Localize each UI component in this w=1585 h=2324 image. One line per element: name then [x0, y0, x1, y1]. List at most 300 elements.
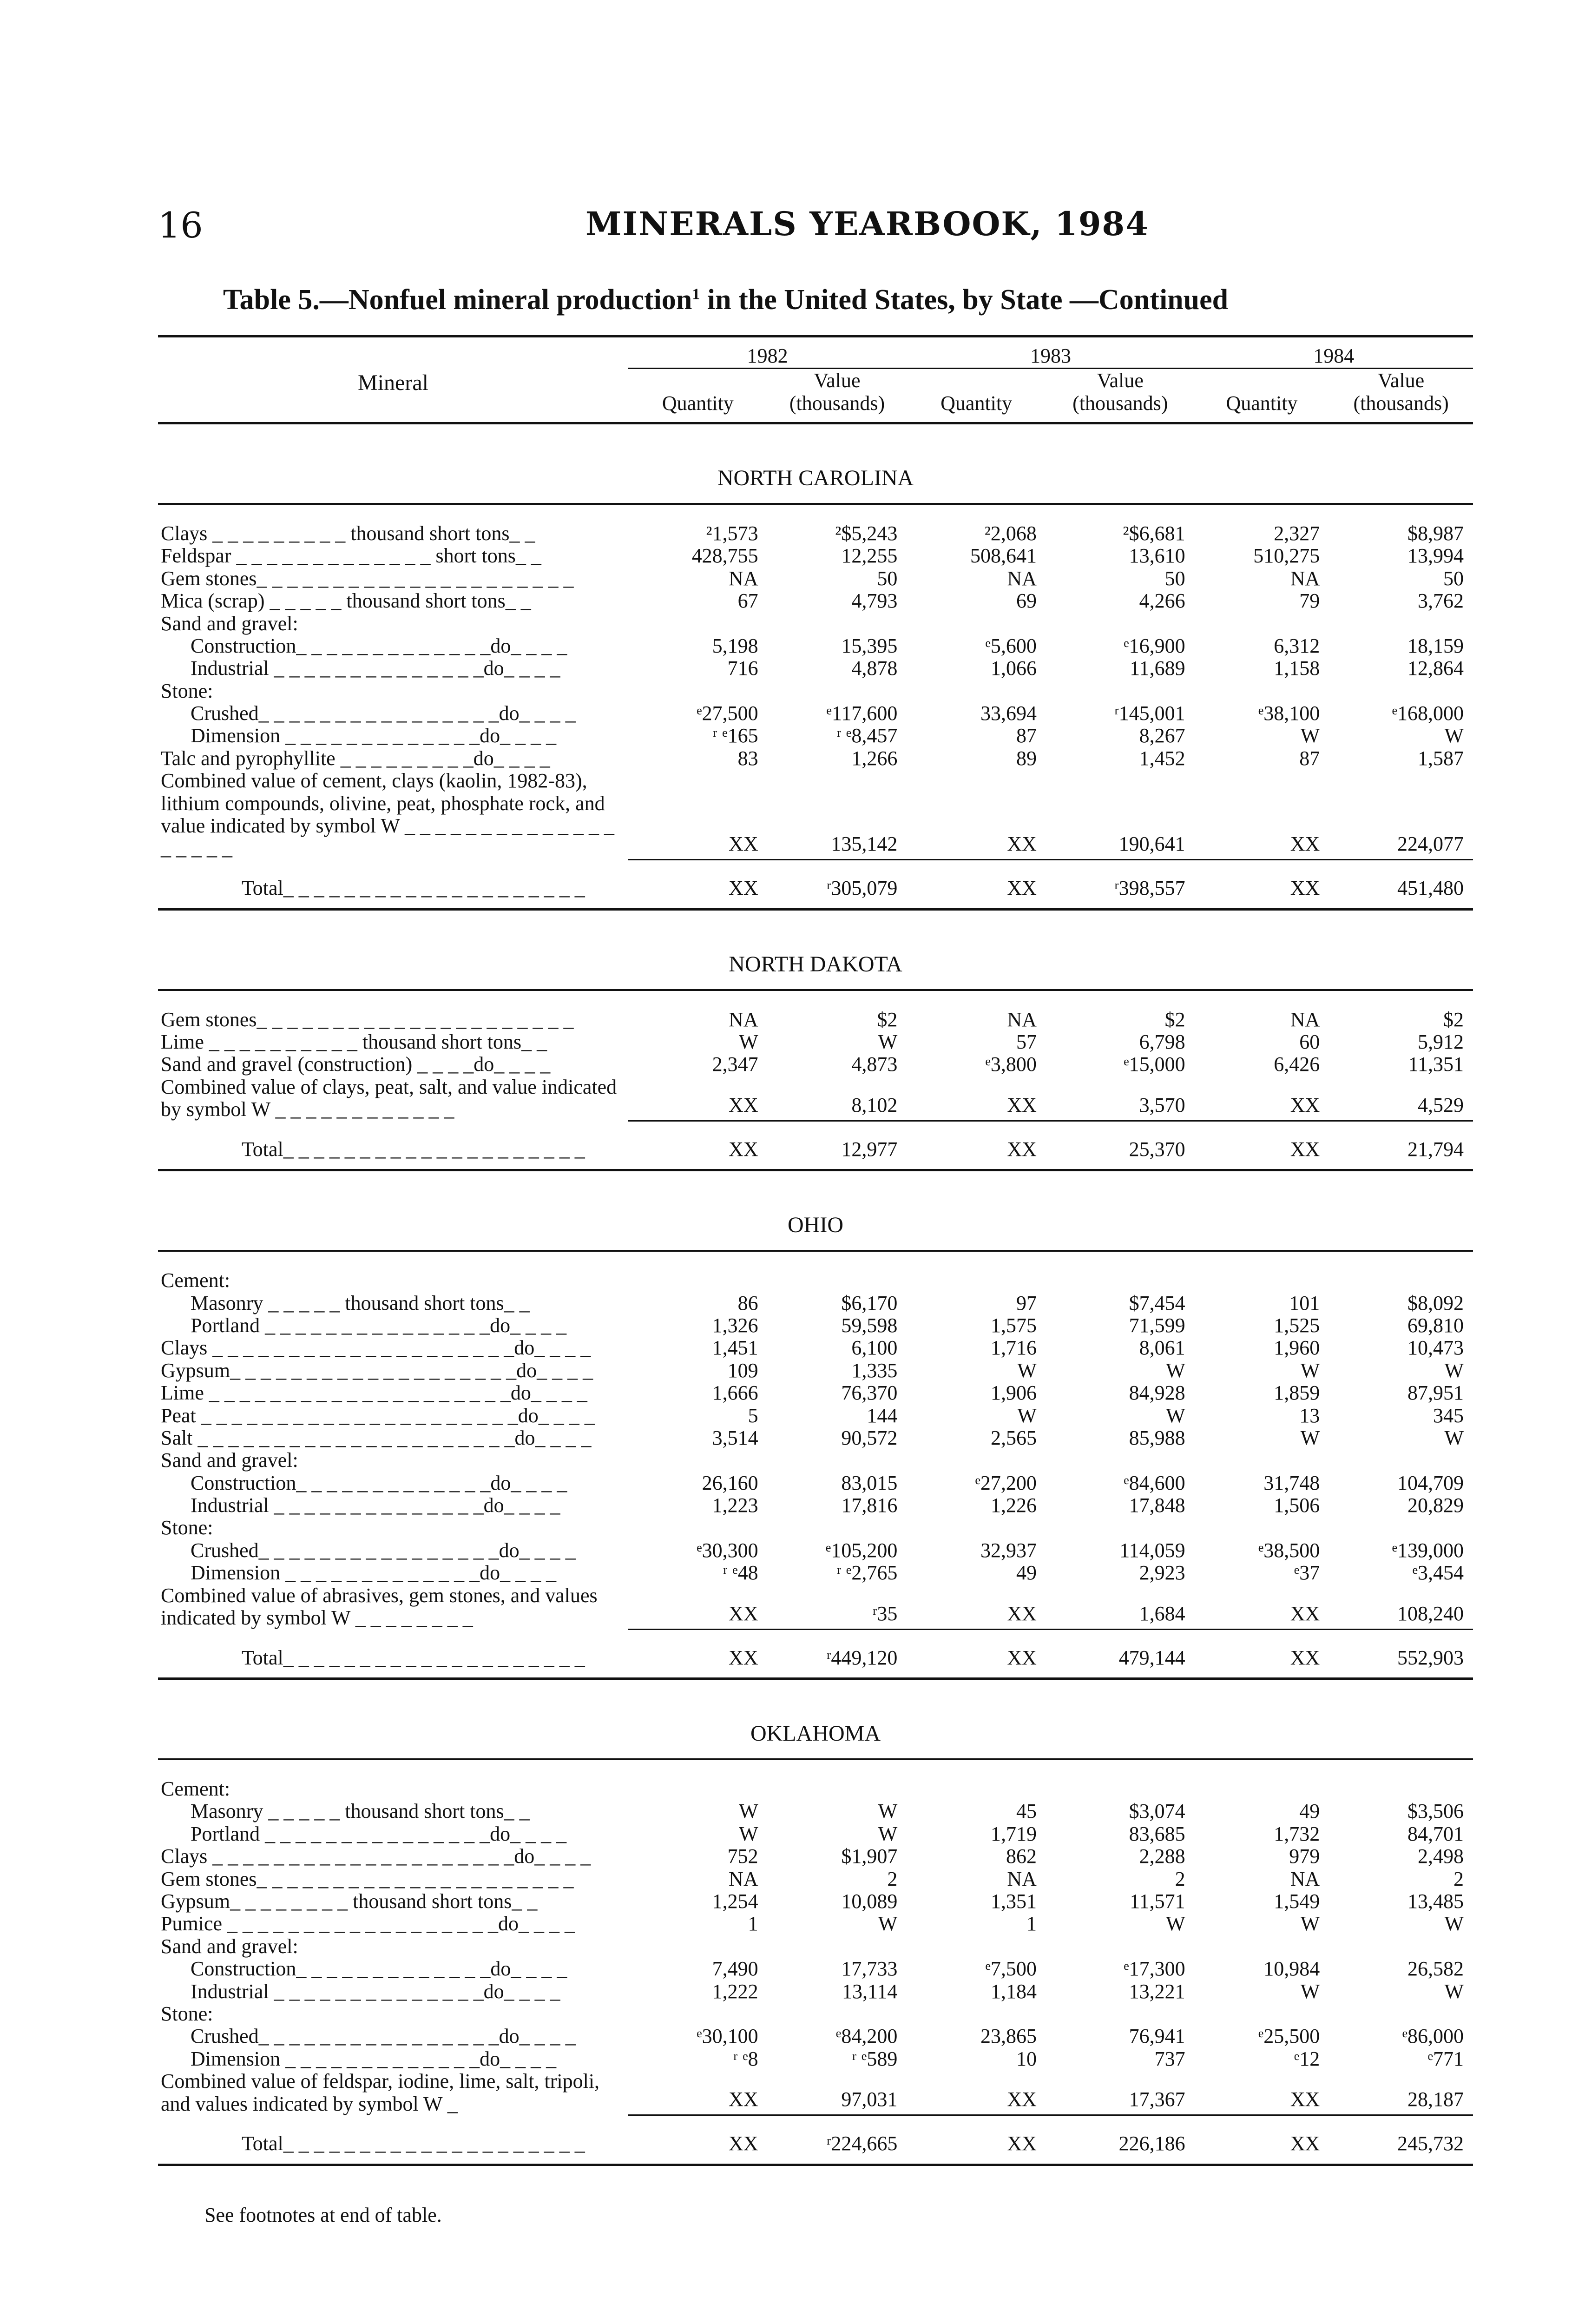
state-heading-row: [158, 1170, 1473, 1251]
quantity-cell: ᵉ7,500: [985, 1957, 1037, 1981]
row-label-text: Peat _ _ _ _ _ _ _ _ _ _ _ _ _ _ _ _ _ _ _ _ _do_ _ _ _: [161, 1404, 595, 1427]
header-value-label: Value: [1097, 369, 1144, 392]
total-value-cell: 12,977: [768, 1121, 907, 1170]
header-value-label: Value: [814, 369, 861, 392]
table-row: [158, 613, 1473, 635]
total-label: Total_ _ _ _ _ _ _ _ _ _ _ _ _ _ _ _ _ _ _ _: [158, 860, 628, 909]
quantity-cell: 1,575: [990, 1314, 1037, 1337]
value-cell: [768, 2003, 907, 2025]
row-label: [158, 1868, 628, 1890]
value-cell: 87,951: [1407, 1381, 1464, 1405]
value-cell: [768, 1935, 907, 1958]
header-quantity: Quantity: [1195, 369, 1329, 423]
quantity-cell: XX: [628, 1076, 768, 1121]
value-cell: 17,367: [1046, 2070, 1195, 2115]
quantity-cell: NA: [1290, 1867, 1320, 1890]
quantity-cell: 1,326: [712, 1314, 758, 1337]
table-row: [158, 747, 1473, 770]
quantity-cell: [907, 1251, 1046, 1292]
row-label: [158, 1449, 628, 1472]
row-label-text: Mica (scrap) _ _ _ _ _ thousand short tons_ _: [161, 589, 531, 613]
quantity-cell: 1,525: [1274, 1314, 1320, 1337]
quantity-cell: 45: [1016, 1800, 1037, 1823]
value-cell: 15,395: [841, 634, 898, 657]
row-label-text: Sand and gravel:: [161, 1934, 298, 1958]
value-cell: ʳ145,001: [1114, 702, 1185, 725]
quantity-cell: ᵉ30,300: [697, 1538, 758, 1562]
quantity-cell: [907, 1935, 1046, 1958]
quantity-cell: 23,865: [980, 2025, 1037, 2048]
quantity-cell: 26,160: [702, 1471, 758, 1494]
value-cell: $7,454: [1129, 1291, 1185, 1314]
table-title-rest: in the United States, by State —Continued: [700, 284, 1229, 316]
row-label: [158, 1800, 628, 1822]
value-cell: 11,689: [1130, 657, 1185, 680]
table-row: [158, 770, 1473, 860]
quantity-cell: 89: [1016, 746, 1037, 770]
table-row: [158, 635, 1473, 657]
row-label: [158, 1360, 628, 1382]
total-quantity-cell: XX: [1195, 2115, 1329, 2165]
value-cell: 1,587: [1418, 746, 1464, 770]
quantity-cell: 32,937: [980, 1538, 1037, 1562]
table-row: [158, 1759, 1473, 1800]
row-label: [158, 1053, 628, 1076]
quantity-cell: ʳ ᵉ8: [733, 2047, 758, 2070]
value-cell: ᵉ84,600: [1124, 1471, 1185, 1494]
row-label-text: Sand and gravel:: [161, 1449, 298, 1472]
value-cell: 108,240: [1329, 1585, 1473, 1630]
row-label-text: Gypsum_ _ _ _ _ _ _ _ _ _ _ _ _ _ _ _ _ _ _do_ _ _ _: [161, 1359, 593, 1382]
quantity-cell: 1,719: [990, 1822, 1037, 1845]
value-cell: [1046, 1517, 1195, 1539]
value-cell: 50: [1164, 567, 1185, 590]
quantity-cell: 2,565: [990, 1426, 1037, 1449]
value-cell: 18,159: [1407, 634, 1464, 657]
quantity-cell: ²2,068: [984, 522, 1037, 545]
value-cell: $8,092: [1407, 1291, 1464, 1314]
total-value-cell: 479,144: [1046, 1629, 1195, 1678]
row-label: [158, 504, 628, 545]
row-label: [158, 1314, 628, 1337]
row-label: [158, 2048, 628, 2070]
production-table: [158, 335, 1473, 2166]
value-cell: 76,370: [841, 1381, 898, 1405]
quantity-cell: 2,327: [1274, 522, 1320, 545]
value-cell: 10,089: [841, 1890, 898, 1913]
quantity-cell: ᵉ38,500: [1258, 1538, 1320, 1562]
table-row: [158, 2025, 1473, 2047]
table-row: [158, 590, 1473, 612]
row-label-text: Industrial _ _ _ _ _ _ _ _ _ _ _ _ _ _do_ _ _ _: [191, 1980, 560, 2003]
value-cell: 59,598: [841, 1314, 898, 1337]
value-cell: 20,829: [1407, 1494, 1464, 1517]
value-cell: 13,485: [1407, 1890, 1464, 1913]
row-label: [158, 1472, 628, 1494]
table-body: [158, 423, 1473, 2165]
value-cell: $2: [877, 1008, 898, 1031]
value-cell: 2,923: [1139, 1561, 1185, 1585]
quantity-cell: XX: [1195, 2070, 1329, 2115]
header-value: [1046, 369, 1195, 423]
value-cell: [768, 680, 907, 702]
quantity-cell: 101: [1289, 1291, 1320, 1314]
quantity-cell: 979: [1289, 1845, 1320, 1868]
row-label-text: Gem stones_ _ _ _ _ _ _ _ _ _ _ _ _ _ _ _ _ _ _ _ _: [161, 1867, 574, 1890]
value-cell: 11,351: [1408, 1053, 1464, 1076]
value-cell: ²$5,243: [835, 522, 898, 545]
quantity-cell: 5,198: [712, 634, 758, 657]
row-label: [158, 568, 628, 590]
value-cell: $6,170: [841, 1291, 898, 1314]
quantity-cell: W: [1300, 1912, 1320, 1935]
quantity-cell: W: [1300, 1426, 1320, 1449]
quantity-cell: [628, 680, 768, 702]
value-cell: W: [1444, 1426, 1464, 1449]
value-cell: ᵉ15,000: [1124, 1053, 1185, 1076]
table-row: [158, 1337, 1473, 1359]
table-row: [158, 568, 1473, 590]
quantity-cell: [1195, 1517, 1329, 1539]
quantity-cell: ᵉ30,100: [697, 2025, 758, 2048]
table-row: [158, 1868, 1473, 1890]
table-row: [158, 1053, 1473, 1076]
quantity-cell: [628, 1449, 768, 1472]
value-cell: ᵉ168,000: [1392, 702, 1464, 725]
table-row: [158, 1031, 1473, 1053]
value-cell: 12,864: [1407, 657, 1464, 680]
quantity-cell: 1,906: [990, 1381, 1037, 1405]
quantity-cell: [907, 2003, 1046, 2025]
value-cell: $2: [1164, 1008, 1185, 1031]
quantity-cell: ᵉ25,500: [1258, 2025, 1320, 2048]
table-row: [158, 1472, 1473, 1494]
row-label-text: Cement:: [161, 1269, 230, 1292]
row-label-text: Crushed_ _ _ _ _ _ _ _ _ _ _ _ _ _ _ _do_ _ _ _: [191, 2025, 576, 2048]
total-label: Total_ _ _ _ _ _ _ _ _ _ _ _ _ _ _ _ _ _ _ _: [158, 1629, 628, 1678]
value-cell: $8,987: [1407, 522, 1464, 545]
quantity-cell: 1,859: [1274, 1381, 1320, 1405]
value-cell: 8,061: [1139, 1336, 1185, 1360]
quantity-cell: NA: [729, 567, 758, 590]
row-label-text: Stone:: [161, 1516, 213, 1539]
total-quantity-cell: XX: [907, 1121, 1046, 1170]
table-row: [158, 2048, 1473, 2070]
quantity-cell: 10,984: [1263, 1957, 1320, 1981]
row-label: [158, 1517, 628, 1539]
table-row: [158, 1562, 1473, 1584]
quantity-cell: 752: [727, 1845, 758, 1868]
quantity-cell: 1: [748, 1912, 758, 1935]
value-cell: 2: [1453, 1867, 1464, 1890]
value-cell: ᵉ3,454: [1412, 1561, 1464, 1585]
quantity-cell: 716: [727, 657, 758, 680]
value-cell: 104,709: [1397, 1471, 1464, 1494]
quantity-cell: 33,694: [980, 702, 1037, 725]
value-cell: 6,100: [851, 1336, 898, 1360]
value-cell: 1,452: [1139, 746, 1185, 770]
header-quantity: Quantity: [628, 369, 768, 423]
value-cell: 71,599: [1129, 1314, 1185, 1337]
header-value: [768, 369, 907, 423]
total-row: [158, 2115, 1473, 2165]
header-value-unit: (thousands): [1072, 391, 1168, 415]
row-label-text: Construction_ _ _ _ _ _ _ _ _ _ _ _ _do_ _ _ _: [191, 1471, 567, 1494]
page-number: 16: [158, 205, 203, 246]
quantity-cell: XX: [907, 2070, 1046, 2115]
total-quantity-cell: XX: [628, 1121, 768, 1170]
total-quantity-cell: XX: [1195, 860, 1329, 909]
row-label-text: Pumice _ _ _ _ _ _ _ _ _ _ _ _ _ _ _ _ _ _do_ _ _ _: [161, 1912, 575, 1935]
row-label: [158, 770, 628, 860]
quantity-cell: 13: [1299, 1404, 1320, 1427]
value-cell: W: [1166, 1912, 1185, 1935]
value-cell: W: [1444, 1980, 1464, 2003]
value-cell: [768, 1449, 907, 1472]
value-cell: 4,793: [851, 589, 898, 613]
quantity-cell: W: [739, 1822, 758, 1845]
value-cell: 83,015: [841, 1471, 898, 1494]
quantity-cell: ʳ ᵉ165: [712, 724, 758, 747]
row-label: [158, 1958, 628, 1980]
total-quantity-cell: XX: [1195, 1121, 1329, 1170]
value-cell: 26,582: [1407, 1957, 1464, 1981]
value-cell: 4,873: [851, 1053, 898, 1076]
quantity-cell: XX: [1195, 1076, 1329, 1121]
value-cell: ᵉ16,900: [1124, 634, 1185, 657]
value-cell: ʳ35: [768, 1585, 907, 1630]
quantity-cell: ᵉ27,200: [975, 1471, 1037, 1494]
value-cell: 224,077: [1329, 770, 1473, 860]
table-row: [158, 1076, 1473, 1121]
quantity-cell: W: [1017, 1404, 1037, 1427]
total-quantity-cell: XX: [1195, 1629, 1329, 1678]
value-cell: 97,031: [768, 2070, 907, 2115]
quantity-cell: [907, 1759, 1046, 1800]
row-label-text: Construction_ _ _ _ _ _ _ _ _ _ _ _ _do_ _ _ _: [191, 1957, 567, 1981]
row-label: [158, 702, 628, 725]
total-label: Total_ _ _ _ _ _ _ _ _ _ _ _ _ _ _ _ _ _ _ _: [158, 2115, 628, 2165]
row-label-text: Cement:: [161, 1777, 230, 1801]
quantity-cell: XX: [628, 1585, 768, 1630]
value-cell: [1329, 1517, 1473, 1539]
value-cell: 4,878: [851, 657, 898, 680]
total-value-cell: 226,186: [1046, 2115, 1195, 2165]
row-label: [158, 1823, 628, 1845]
value-cell: 737: [1154, 2047, 1185, 2070]
value-cell: W: [1444, 724, 1464, 747]
document-page: [158, 205, 1473, 2227]
quantity-cell: 6,426: [1274, 1053, 1320, 1076]
total-row: [158, 860, 1473, 909]
total-value-cell: 245,732: [1329, 2115, 1473, 2165]
row-label: [158, 1562, 628, 1584]
value-cell: [1046, 1935, 1195, 1958]
value-cell: 4,529: [1329, 1076, 1473, 1121]
total-quantity-cell: XX: [907, 2115, 1046, 2165]
quantity-cell: [628, 1935, 768, 1958]
table-row: [158, 990, 1473, 1031]
header-year-1982: 1982: [628, 337, 907, 369]
value-cell: 190,641: [1046, 770, 1195, 860]
value-cell: [768, 1251, 907, 1292]
value-cell: [1329, 1449, 1473, 1472]
table-row: [158, 1890, 1473, 1913]
total-value-cell: ʳ224,665: [768, 2115, 907, 2165]
value-cell: 84,928: [1129, 1381, 1185, 1405]
row-label-text: Dimension _ _ _ _ _ _ _ _ _ _ _ _ _do_ _ _ _: [191, 1561, 557, 1585]
value-cell: W: [1444, 1359, 1464, 1382]
table-row: [158, 1405, 1473, 1427]
value-cell: 12,255: [841, 544, 898, 568]
row-label: [158, 1405, 628, 1427]
table-title: [223, 284, 1473, 317]
row-label: [158, 1890, 628, 1913]
quantity-cell: NA: [1007, 1867, 1037, 1890]
value-cell: 50: [877, 567, 898, 590]
table-row: [158, 545, 1473, 567]
quantity-cell: ᵉ3,800: [985, 1053, 1037, 1076]
value-cell: 13,610: [1129, 544, 1185, 568]
table-title-footnote-mark: 1: [692, 285, 700, 303]
total-label: Total_ _ _ _ _ _ _ _ _ _ _ _ _ _ _ _ _ _ _ _: [158, 1121, 628, 1170]
value-cell: 85,988: [1129, 1426, 1185, 1449]
value-cell: W: [1166, 1359, 1185, 1382]
value-cell: 2,288: [1139, 1845, 1185, 1868]
quantity-cell: [628, 1759, 768, 1800]
total-value-cell: 451,480: [1329, 860, 1473, 909]
row-label: [158, 1494, 628, 1517]
total-value-cell: 21,794: [1329, 1121, 1473, 1170]
value-cell: $1,907: [841, 1845, 898, 1868]
quantity-cell: 6,312: [1274, 634, 1320, 657]
row-label-text: Combined value of cement, clays (kaolin, 1982-83), lithium compounds, olivine, peat, phosphate rock, and value indicated by symbol W _ _ _ _ _ _ _ _ _ _ _ _ _ _ _ _ _ _ _: [161, 769, 615, 860]
quantity-cell: 1,223: [712, 1494, 758, 1517]
value-cell: 6,798: [1139, 1030, 1185, 1053]
quantity-cell: XX: [907, 1585, 1046, 1630]
quantity-cell: 49: [1299, 1800, 1320, 1823]
row-label-text: Gem stones_ _ _ _ _ _ _ _ _ _ _ _ _ _ _ _ _ _ _ _ _: [161, 567, 574, 590]
quantity-cell: [907, 680, 1046, 702]
value-cell: [1329, 1935, 1473, 1958]
quantity-cell: [907, 1449, 1046, 1472]
quantity-cell: [1195, 1935, 1329, 1958]
row-label: [158, 1251, 628, 1292]
quantity-cell: 510,275: [1253, 544, 1320, 568]
row-label-text: Crushed_ _ _ _ _ _ _ _ _ _ _ _ _ _ _ _do_ _ _ _: [191, 702, 576, 725]
row-label-text: Sand and gravel (construction) _ _ _ _do_ _ _ _: [161, 1053, 551, 1076]
quantity-cell: 3,514: [712, 1426, 758, 1449]
quantity-cell: 1,226: [990, 1494, 1037, 1517]
quantity-cell: ᵉ12: [1294, 2047, 1320, 2070]
row-label: [158, 1759, 628, 1800]
table-row: [158, 1845, 1473, 1868]
value-cell: 2: [1175, 1867, 1185, 1890]
value-cell: 345: [1433, 1404, 1464, 1427]
value-cell: 13,114: [842, 1980, 898, 2003]
state-heading-row: [158, 423, 1473, 504]
row-label: [158, 1292, 628, 1314]
row-label: [158, 1076, 628, 1121]
value-cell: 28,187: [1329, 2070, 1473, 2115]
table-row: [158, 1449, 1473, 1472]
value-cell: ᵉ139,000: [1392, 1538, 1464, 1562]
value-cell: [768, 1759, 907, 1800]
quantity-cell: XX: [907, 1076, 1046, 1121]
value-cell: 1,266: [851, 746, 898, 770]
total-quantity-cell: XX: [907, 860, 1046, 909]
row-label: [158, 1845, 628, 1868]
value-cell: ᵉ117,600: [826, 702, 898, 725]
quantity-cell: ᵉ5,600: [985, 634, 1037, 657]
table-row: [158, 702, 1473, 725]
table-row: [158, 504, 1473, 545]
row-label-text: Feldspar _ _ _ _ _ _ _ _ _ _ _ _ _ short tons_ _: [161, 544, 541, 568]
row-label: [158, 590, 628, 612]
quantity-cell: 79: [1299, 589, 1320, 613]
quantity-cell: 1,960: [1274, 1336, 1320, 1360]
quantity-cell: 1: [1026, 1912, 1037, 1935]
quantity-cell: 1,716: [990, 1336, 1037, 1360]
value-cell: 144: [867, 1404, 898, 1427]
header-quantity: Quantity: [907, 369, 1046, 423]
table-row: [158, 1823, 1473, 1845]
value-cell: W: [878, 1030, 898, 1053]
quantity-cell: 5: [748, 1404, 758, 1427]
quantity-cell: [1195, 1449, 1329, 1472]
table-row: [158, 1913, 1473, 1935]
value-cell: 2,498: [1418, 1845, 1464, 1868]
row-label: [158, 2070, 628, 2115]
total-quantity-cell: XX: [628, 1629, 768, 1678]
row-label: [158, 1337, 628, 1359]
quantity-cell: 109: [727, 1359, 758, 1382]
value-cell: ʳ ᵉ8,457: [836, 724, 898, 747]
value-cell: 50: [1443, 567, 1464, 590]
total-value-cell: 552,903: [1329, 1629, 1473, 1678]
row-label-text: Dimension _ _ _ _ _ _ _ _ _ _ _ _ _do_ _ _ _: [191, 724, 557, 747]
quantity-cell: [628, 2003, 768, 2025]
total-value-cell: ʳ449,120: [768, 1629, 907, 1678]
quantity-cell: W: [739, 1030, 758, 1053]
total-row: [158, 1121, 1473, 1170]
table-row: [158, 2003, 1473, 2025]
quantity-cell: 1,222: [712, 1980, 758, 2003]
row-label: [158, 1585, 628, 1630]
quantity-cell: [907, 1517, 1046, 1539]
state-name: NORTH DAKOTA: [158, 909, 1473, 990]
quantity-cell: [1195, 613, 1329, 635]
value-cell: 13,994: [1407, 544, 1464, 568]
quantity-cell: 49: [1016, 1561, 1037, 1585]
quantity-cell: 7,490: [712, 1957, 758, 1981]
row-label-text: Clays _ _ _ _ _ _ _ _ _ thousand short tons_ _: [161, 522, 535, 545]
row-label: [158, 657, 628, 680]
table-row: [158, 1427, 1473, 1449]
row-label: [158, 1981, 628, 2003]
value-cell: [1046, 1251, 1195, 1292]
value-cell: [1329, 680, 1473, 702]
quantity-cell: [1195, 2003, 1329, 2025]
value-cell: 4,266: [1139, 589, 1185, 613]
row-label: [158, 725, 628, 747]
quantity-cell: 1,506: [1274, 1494, 1320, 1517]
value-cell: ʳ ᵉ589: [852, 2047, 898, 2070]
row-label: [158, 613, 628, 635]
total-value-cell: 25,370: [1046, 1121, 1195, 1170]
value-cell: 2: [887, 1867, 898, 1890]
running-head: [158, 205, 1473, 256]
